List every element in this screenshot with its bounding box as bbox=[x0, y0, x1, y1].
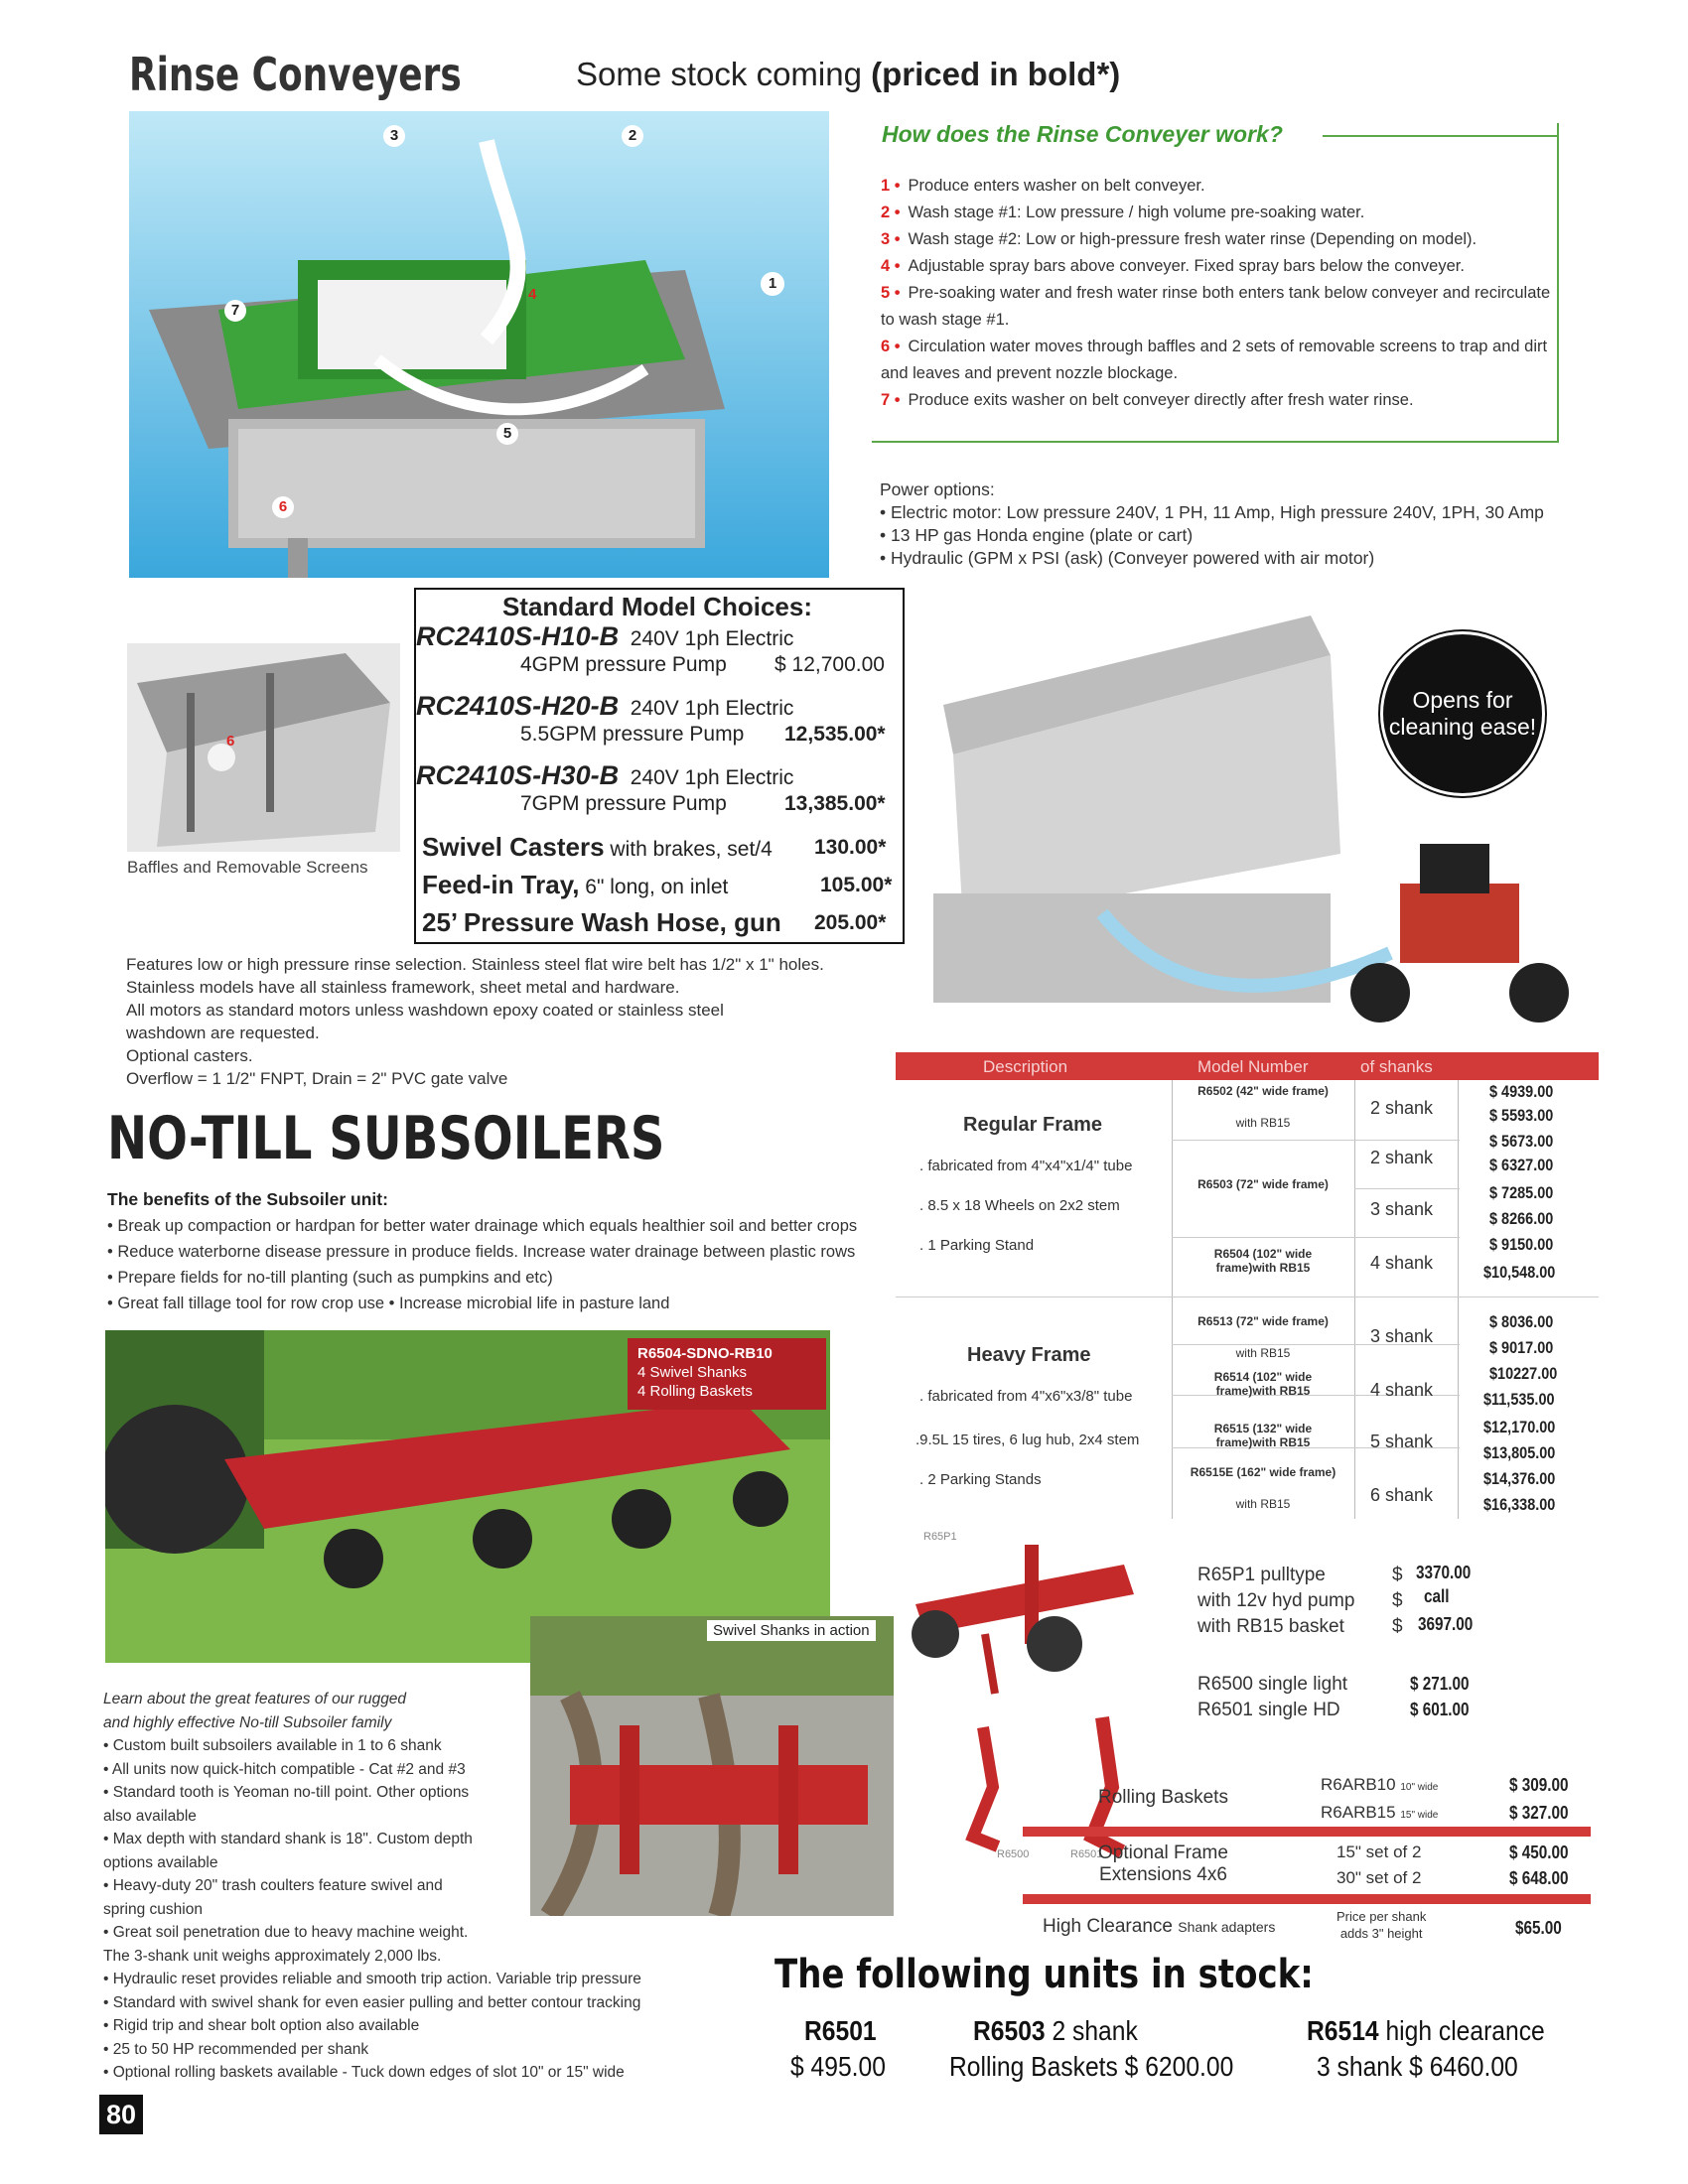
stock-unit-model: R6503 2 shank bbox=[973, 2015, 1138, 2046]
page-number: 80 bbox=[99, 2095, 143, 2134]
model-pump: 7GPM pressure Pump bbox=[520, 792, 727, 815]
price-cell: $11,535.00 bbox=[1483, 1390, 1555, 1409]
single-shank-label: R6501 single HD bbox=[1197, 1700, 1340, 1720]
heavy-frame-title: Heavy Frame bbox=[967, 1344, 1091, 1366]
model-pump: 4GPM pressure Pump bbox=[520, 653, 727, 676]
clearance-note: Price per shank adds 3" height bbox=[1336, 1909, 1427, 1941]
learn-line: • Max depth with standard shank is 18". Custom depth bbox=[103, 1831, 473, 1847]
rolling-baskets-label: Rolling Baskets bbox=[1098, 1787, 1228, 1808]
power-title: Power options: bbox=[880, 479, 995, 499]
regular-frame-title: Regular Frame bbox=[963, 1114, 1103, 1136]
feature-line: Overflow = 1 1/2" FNPT, Drain = 2" PVC gate valve bbox=[126, 1069, 508, 1088]
stock-unit-model: R6501 bbox=[804, 2015, 877, 2046]
price-cell: $ 8036.00 bbox=[1489, 1312, 1554, 1331]
accessory-price: 130.00* bbox=[814, 836, 887, 859]
model-cell: R6514 (102" wide frame)with RB15 bbox=[1213, 1370, 1313, 1398]
basket-price: $ 309.00 bbox=[1509, 1775, 1569, 1795]
rinse-features bbox=[126, 953, 891, 1090]
stock-note: Some stock coming (priced in bold*) bbox=[576, 56, 1121, 92]
feature-line: All motors as standard motors unless washdown epoxy coated or stainless steel bbox=[126, 1001, 724, 1020]
shank-cell: 2 shank bbox=[1370, 1098, 1434, 1118]
pulltype-currency: $ bbox=[1392, 1616, 1403, 1637]
how-title-rule bbox=[1323, 135, 1559, 137]
pulltype-price: 3697.00 bbox=[1418, 1614, 1474, 1634]
shank-cell: 3 shank bbox=[1370, 1199, 1434, 1219]
r65p1-photo bbox=[896, 1525, 1164, 1704]
accessory-hose: 25’ Pressure Wash Hose, gun bbox=[422, 907, 781, 937]
learn-line: • Standard tooth is Yeoman no-till point. Other options bbox=[103, 1784, 470, 1801]
learn-line: also available bbox=[103, 1807, 197, 1825]
step-item: 4 • Adjustable spray bars above conveyer. Fixed spray bars below the conveyer. bbox=[881, 257, 1465, 275]
benefits-list bbox=[107, 1213, 902, 1316]
pulltype-price: 3370.00 bbox=[1416, 1563, 1472, 1582]
feature-line: washdown are requested. bbox=[126, 1024, 320, 1042]
rinse-conveyer-photo bbox=[129, 111, 829, 578]
basket-model: R6ARB10 10" wide bbox=[1321, 1775, 1439, 1794]
table-divider bbox=[1354, 1080, 1355, 1519]
accessory-price: 205.00* bbox=[814, 911, 887, 934]
learn-line: • Standard with swivel shank for even easier pulling and better contour tracking bbox=[103, 1993, 641, 2011]
power-options bbox=[880, 478, 1544, 570]
price-cell: $10,548.00 bbox=[1483, 1263, 1556, 1282]
shank-cell: 3 shank bbox=[1370, 1326, 1434, 1346]
single-shank-label: R6500 single light bbox=[1197, 1674, 1348, 1695]
clearance-label: High Clearance Shank adapters bbox=[1043, 1916, 1276, 1937]
learn-line: The 3-shank unit weighs approximately 2,000 lbs. bbox=[103, 1947, 442, 1965]
step-item: 1 • Produce enters washer on belt conveyer. bbox=[881, 177, 1205, 195]
table-desc: . 1 Parking Stand bbox=[919, 1237, 1035, 1254]
model-cell: R6515 (132" wide frame)with RB15 bbox=[1213, 1422, 1313, 1449]
callout-6: 6 bbox=[272, 496, 294, 518]
header-description: Description bbox=[983, 1057, 1068, 1076]
basket-price: $ 327.00 bbox=[1509, 1803, 1569, 1823]
feature-line: Stainless models have all stainless framework, sheet metal and hardware. bbox=[126, 978, 680, 997]
feature-line: Features low or high pressure rinse selection. Stainless steel flat wire belt has 1/2" x 1" holes. bbox=[126, 955, 824, 974]
section-title-subsoilers: NO-TILL SUBSOILERS bbox=[107, 1104, 665, 1173]
benefit-item: • Prepare fields for no-till planting (such as pumpkins and etc) bbox=[107, 1269, 553, 1287]
callout-1: 1 bbox=[761, 272, 784, 296]
baffle-caption: Baffles and Removable Screens bbox=[127, 858, 368, 877]
model-price: 12,535.00* bbox=[784, 723, 886, 746]
basket-model: R6ARB15 15" wide bbox=[1321, 1803, 1439, 1822]
learn-line: • Rigid trip and shear bolt option also available bbox=[103, 2017, 420, 2034]
model-cell: R6504 (102" wide frame)with RB15 bbox=[1213, 1247, 1313, 1275]
r6500-photo-label: R6500 bbox=[997, 1848, 1030, 1860]
model-cell-sub: with RB15 bbox=[1235, 1497, 1291, 1511]
table-desc: . 8.5 x 18 Wheels on 2x2 stem bbox=[919, 1197, 1120, 1214]
extension-size: 30" set of 2 bbox=[1336, 1868, 1422, 1887]
price-cell: $13,805.00 bbox=[1483, 1443, 1556, 1462]
shank-cell: 5 shank bbox=[1370, 1432, 1434, 1451]
callout-7: 7 bbox=[224, 300, 246, 322]
price-cell: $ 9150.00 bbox=[1489, 1235, 1554, 1254]
shank-cell: 2 shank bbox=[1370, 1148, 1434, 1167]
baffle-photo bbox=[127, 643, 400, 852]
callout-3: 3 bbox=[383, 125, 405, 147]
single-shank-price: $ 271.00 bbox=[1410, 1674, 1470, 1694]
stock-unit-price: 3 shank $ 6460.00 bbox=[1317, 2051, 1518, 2082]
red-divider bbox=[1023, 1894, 1591, 1904]
price-cell: $12,170.00 bbox=[1483, 1418, 1556, 1436]
red-divider bbox=[1023, 1827, 1591, 1837]
shank-cell: 4 shank bbox=[1370, 1253, 1434, 1273]
in-stock-title: The following units in stock: bbox=[774, 1952, 1314, 1997]
callout-4: 4 bbox=[528, 286, 537, 303]
learn-line: options available bbox=[103, 1853, 218, 1871]
tag-line: 4 Swivel Shanks bbox=[637, 1364, 748, 1381]
table-divider bbox=[1458, 1080, 1459, 1519]
pulltype-label: R65P1 pulltype bbox=[1197, 1565, 1326, 1585]
pulltype-price: call bbox=[1424, 1586, 1450, 1606]
accessory-casters: Swivel Casters with brakes, set/4 bbox=[422, 832, 773, 862]
benefit-item: • Break up compaction or hardpan for better water drainage which equals healthier soil and better crops bbox=[107, 1217, 858, 1235]
learn-line: • Great soil penetration due to heavy machine weight. bbox=[103, 1924, 469, 1941]
price-cell: $ 6327.00 bbox=[1489, 1156, 1554, 1174]
pulltype-label: with RB15 basket bbox=[1197, 1616, 1344, 1637]
price-cell: $ 7285.00 bbox=[1489, 1183, 1554, 1202]
benefit-item: • Reduce waterborne disease pressure in produce fields. Increase water drainage between plastic rows bbox=[107, 1243, 856, 1261]
price-cell: $ 9017.00 bbox=[1489, 1338, 1554, 1357]
extension-price: $ 648.00 bbox=[1509, 1868, 1569, 1888]
accessory-price: 105.00* bbox=[820, 874, 893, 896]
single-shank-price: $ 601.00 bbox=[1410, 1700, 1470, 1719]
step-item: 5 • Pre-soaking water and fresh water rinse both enters tank below conveyer and recirculate to wash stage #1. bbox=[881, 284, 1551, 329]
price-cell: $ 4939.00 bbox=[1489, 1082, 1554, 1101]
learn-line: • Custom built subsoilers available in 1 to 6 shank bbox=[103, 1737, 442, 1754]
model-line: RC2410S-H20-B 240V 1ph Electric bbox=[416, 691, 794, 721]
table-header bbox=[896, 1052, 1599, 1080]
table-desc: .9.5L 15 tires, 6 lug hub, 2x4 stem bbox=[915, 1432, 1140, 1448]
r65p1-photo-label: R65P1 bbox=[923, 1531, 957, 1543]
tag-line: 4 Rolling Baskets bbox=[637, 1383, 753, 1400]
model-price: 13,385.00* bbox=[784, 792, 886, 815]
standard-models-title: Standard Model Choices: bbox=[501, 592, 813, 621]
model-line: RC2410S-H10-B 240V 1ph Electric bbox=[416, 621, 794, 651]
learn-line: Learn about the great features of our rugged bbox=[103, 1691, 407, 1707]
step-item: 3 • Wash stage #2: Low or high-pressure fresh water rinse (Depending on model). bbox=[881, 230, 1477, 248]
model-cell-sub: with RB15 bbox=[1235, 1346, 1291, 1360]
how-it-works-title: How does the Rinse Conveyer work? bbox=[882, 121, 1283, 147]
swivel-caption: Swivel Shanks in action bbox=[707, 1620, 876, 1641]
extensions-label: Optional Frame Extensions 4x6 bbox=[1098, 1843, 1228, 1885]
model-cell: R6513 (72" wide frame) bbox=[1197, 1314, 1329, 1328]
learn-line: • All units now quick-hitch compatible - Cat #2 and #3 bbox=[103, 1760, 466, 1778]
price-cell: $ 5593.00 bbox=[1489, 1106, 1554, 1125]
stock-unit-model: R6514 high clearance bbox=[1307, 2015, 1545, 2046]
baffle-callout-6: 6 bbox=[226, 733, 235, 750]
price-cell: $ 8266.00 bbox=[1489, 1209, 1554, 1228]
feature-line: Optional casters. bbox=[126, 1046, 253, 1065]
header-model: Model Number bbox=[1197, 1057, 1309, 1076]
header-shanks: of shanks bbox=[1360, 1057, 1433, 1076]
table-desc: . fabricated from 4"x4"x1/4" tube bbox=[919, 1158, 1133, 1174]
benefits-title: The benefits of the Subsoiler unit: bbox=[107, 1189, 388, 1209]
step-item: 6 • Circulation water moves through baffles and 2 sets of removable screens to trap and dirt and leaves and prevent nozzle blockage. bbox=[881, 338, 1548, 382]
tag-line: R6504-SDNO-RB10 bbox=[637, 1345, 773, 1362]
learn-line: • Optional rolling baskets available - Tuck down edges of slot 10" or 15" wide bbox=[103, 2064, 625, 2081]
pulltype-label: with 12v hyd pump bbox=[1197, 1590, 1355, 1611]
benefit-item: • Great fall tillage tool for row crop use • Increase microbial life in pasture land bbox=[107, 1295, 670, 1312]
price-cell: $16,338.00 bbox=[1483, 1495, 1556, 1514]
step-item: 7 • Produce exits washer on belt conveyer directly after fresh water rinse. bbox=[881, 391, 1414, 409]
learn-line: • Hydraulic reset provides reliable and smooth trip action. Variable trip pressure bbox=[103, 1971, 641, 1987]
shank-cell: 6 shank bbox=[1370, 1485, 1434, 1505]
r6501-photo-label: R6501 bbox=[1070, 1848, 1103, 1860]
callout-2: 2 bbox=[622, 125, 643, 147]
power-item: • 13 HP gas Honda engine (plate or cart) bbox=[880, 525, 1194, 545]
how-steps-list bbox=[881, 173, 1556, 414]
table-divider bbox=[1172, 1080, 1173, 1519]
subsoiler-features bbox=[103, 1688, 709, 2085]
photo-model-tag bbox=[628, 1338, 826, 1410]
learn-line: and highly effective No-till Subsoiler family bbox=[103, 1713, 392, 1731]
learn-line: • 25 to 50 HP recommended per shank bbox=[103, 2040, 369, 2058]
extension-price: $ 450.00 bbox=[1509, 1843, 1569, 1862]
table-divider bbox=[1354, 1188, 1460, 1189]
learn-line: spring cushion bbox=[103, 1900, 203, 1918]
model-pump: 5.5GPM pressure Pump bbox=[520, 723, 745, 746]
model-cell-sub: with RB15 bbox=[1235, 1116, 1291, 1130]
learn-line: • Heavy-duty 20" trash coulters feature swivel and bbox=[103, 1877, 443, 1894]
price-cell: $ 5673.00 bbox=[1489, 1132, 1554, 1151]
power-item: • Hydraulic (GPM x PSI (ask) (Conveyer powered with air motor) bbox=[880, 548, 1375, 568]
extension-size: 15" set of 2 bbox=[1336, 1843, 1422, 1861]
table-divider bbox=[1172, 1237, 1460, 1238]
table-desc: . 2 Parking Stands bbox=[919, 1471, 1042, 1488]
opens-for-cleaning-badge: Opens for cleaning ease! bbox=[1380, 631, 1545, 796]
stock-unit-price: Rolling Baskets $ 6200.00 bbox=[949, 2051, 1234, 2082]
model-cell: R6502 (42" wide frame) bbox=[1197, 1084, 1329, 1098]
shank-cell: 4 shank bbox=[1370, 1380, 1434, 1400]
model-cell: R6503 (72" wide frame) bbox=[1197, 1177, 1329, 1191]
power-item: • Electric motor: Low pressure 240V, 1 PH, 11 Amp, High pressure 240V, 1PH, 30 Amp bbox=[880, 502, 1544, 522]
table-desc: . fabricated from 4"x6"x3/8" tube bbox=[919, 1388, 1133, 1405]
callout-5: 5 bbox=[496, 423, 518, 445]
accessory-tray: Feed-in Tray, 6" long, on inlet bbox=[422, 870, 729, 899]
step-item: 2 • Wash stage #1: Low pressure / high volume pre-soaking water. bbox=[881, 204, 1365, 221]
model-cell: R6515E (162" wide frame) bbox=[1190, 1465, 1336, 1479]
section-title-rinse: Rinse Conveyers bbox=[129, 48, 462, 101]
clearance-price: $65.00 bbox=[1515, 1918, 1562, 1938]
price-cell: $10227.00 bbox=[1489, 1364, 1558, 1383]
model-price: $ 12,700.00 bbox=[774, 653, 885, 676]
stock-unit-price: $ 495.00 bbox=[790, 2051, 886, 2082]
table-divider bbox=[1172, 1140, 1460, 1141]
pulltype-currency: $ bbox=[1392, 1565, 1403, 1585]
pulltype-currency: $ bbox=[1392, 1590, 1403, 1611]
price-cell: $14,376.00 bbox=[1483, 1469, 1556, 1488]
model-line: RC2410S-H30-B 240V 1ph Electric bbox=[416, 760, 794, 790]
